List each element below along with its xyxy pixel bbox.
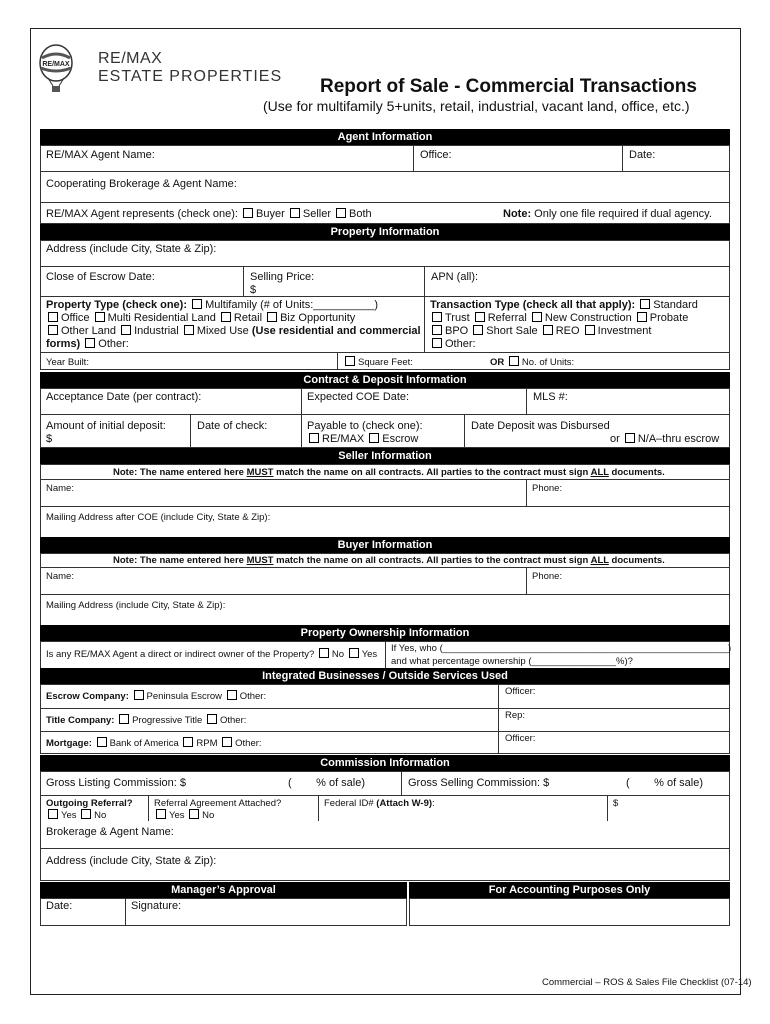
escrow-company-row: Escrow Company: Peninsula Escrow Other:: [46, 691, 267, 702]
seller-label: Seller: [302, 208, 331, 220]
industrial-checkbox[interactable]: [121, 325, 131, 335]
initial-deposit-field[interactable]: Amount of initial deposit: $: [46, 420, 166, 445]
multi-res-land-checkbox[interactable]: [95, 312, 105, 322]
na-escrow-checkbox[interactable]: [625, 433, 635, 443]
both-checkbox[interactable]: [336, 208, 346, 218]
mls-field[interactable]: MLS #:: [533, 391, 568, 403]
transaction-type-group: Transaction Type (check all that apply): Standard Trust Referral New Construction Probate BPO Short Sale REO Investment Other:: [430, 299, 698, 350]
biz-opp-checkbox[interactable]: [267, 312, 277, 322]
federal-id-field[interactable]: Federal ID# (Attach W-9):: [324, 798, 435, 809]
buyer-name-field[interactable]: Name:: [46, 571, 74, 582]
page-subtitle: (Use for multifamily 5+units, retail, industrial, vacant land, office, etc.): [263, 98, 690, 114]
seller-checkbox[interactable]: [290, 208, 300, 218]
mortgage-row: Mortgage: Bank of America RPM Other:: [46, 738, 262, 749]
outgoing-yes-checkbox[interactable]: [48, 809, 58, 819]
agent-name-field[interactable]: RE/MAX Agent Name:: [46, 149, 155, 161]
short-sale-checkbox[interactable]: [473, 325, 483, 335]
buyer-phone-field[interactable]: Phone:: [532, 571, 563, 582]
form-footer: Commercial – ROS & Sales File Checklist (07-14): [542, 977, 752, 988]
page-title: Report of Sale - Commercial Transactions: [320, 76, 697, 97]
agent-date-field[interactable]: Date:: [629, 149, 656, 161]
acceptance-date-field[interactable]: Acceptance Date (per contract):: [46, 391, 202, 403]
agreement-no-checkbox[interactable]: [189, 809, 199, 819]
referral-brokerage-field[interactable]: Brokerage & Agent Name:: [46, 826, 174, 838]
ownership-yes-checkbox[interactable]: [349, 648, 359, 658]
bpo-checkbox[interactable]: [432, 325, 442, 335]
mortgage-other-checkbox[interactable]: [222, 737, 232, 747]
escrow-other-checkbox[interactable]: [227, 690, 237, 700]
logo-line1: RE/MAX: [98, 50, 163, 67]
other-land-checkbox[interactable]: [48, 325, 58, 335]
seller-name-field[interactable]: Name:: [46, 483, 74, 494]
office-field[interactable]: Office:: [420, 149, 452, 161]
date-of-check-field[interactable]: Date of check:: [197, 420, 268, 432]
commission-header: Commission Information: [40, 755, 730, 771]
units-checkbox[interactable]: [509, 356, 519, 366]
multifamily-checkbox[interactable]: [192, 299, 202, 309]
seller-mailing-field[interactable]: Mailing Address after COE (include City, State & Zip):: [46, 512, 271, 523]
referral-address-field[interactable]: Address (include City, State & Zip):: [46, 855, 217, 867]
manager-approval-header: Manager’s Approval: [40, 882, 407, 898]
office-checkbox[interactable]: [48, 312, 58, 322]
progressive-title-checkbox[interactable]: [119, 714, 129, 724]
buyer-name-note: Note: The name entered here MUST match the name on all contracts. All parties to the contract must sign ALL documents.: [113, 555, 665, 566]
square-feet-checkbox[interactable]: [345, 356, 355, 366]
probate-checkbox[interactable]: [637, 312, 647, 322]
referral-amount-field[interactable]: $: [613, 798, 619, 809]
contract-info-header: Contract & Deposit Information: [40, 372, 730, 388]
title-rep-field[interactable]: Rep:: [505, 710, 526, 721]
buyer-mailing-field[interactable]: Mailing Address (include City, State & Zip):: [46, 600, 226, 611]
trust-checkbox[interactable]: [432, 312, 442, 322]
gross-selling-field[interactable]: Gross Selling Commission: $: [408, 777, 550, 789]
title-other-checkbox[interactable]: [207, 714, 217, 724]
units-field[interactable]: OR No. of Units:: [490, 357, 575, 368]
payable-remax-checkbox[interactable]: [309, 433, 319, 443]
integrated-header: Integrated Businesses / Outside Services Used: [40, 668, 730, 684]
selling-pct-field[interactable]: ( % of sale): [626, 777, 704, 789]
close-escrow-field[interactable]: Close of Escrow Date:: [46, 271, 155, 283]
buyer-info-header: Buyer Information: [40, 537, 730, 553]
year-built-field[interactable]: Year Built:: [46, 357, 89, 368]
manager-approval-box: [40, 898, 407, 926]
expected-coe-field[interactable]: Expected COE Date:: [307, 391, 410, 403]
standard-checkbox[interactable]: [640, 299, 650, 309]
referral-agreement-group: Referral Agreement Attached? Yes No: [154, 798, 282, 821]
bank-of-america-checkbox[interactable]: [97, 737, 107, 747]
manager-date-field[interactable]: Date:: [46, 900, 73, 912]
rpm-checkbox[interactable]: [183, 737, 193, 747]
seller-info-header: Seller Information: [40, 448, 730, 464]
agent-represents-row: [46, 208, 372, 221]
title-company-row: Title Company: Progressive Title Other:: [46, 715, 247, 726]
accounting-header: For Accounting Purposes Only: [409, 882, 730, 898]
buyer-label: Buyer: [256, 208, 285, 220]
seller-name-note: Note: The name entered here MUST match the name on all contracts. All parties to the contract must sign ALL documents.: [113, 467, 665, 478]
new-construction-checkbox[interactable]: [532, 312, 542, 322]
apn-field[interactable]: APN (all):: [431, 271, 479, 283]
mixed-use-checkbox[interactable]: [184, 325, 194, 335]
investment-checkbox[interactable]: [585, 325, 595, 335]
dual-agency-note: Note: Only one file required if dual agency.: [503, 208, 712, 220]
na-escrow-option: or N/A–thru escrow: [610, 433, 720, 445]
agent-info-header: Agent Information: [40, 129, 730, 145]
trans-other-checkbox[interactable]: [432, 338, 442, 348]
listing-pct-field[interactable]: ( % of sale): [288, 777, 366, 789]
property-other-checkbox[interactable]: [85, 338, 95, 348]
agreement-yes-checkbox[interactable]: [156, 809, 166, 819]
mortgage-officer-field[interactable]: Officer:: [505, 733, 536, 744]
seller-phone-field[interactable]: Phone:: [532, 483, 563, 494]
accounting-box: [409, 898, 730, 926]
ownership-no-checkbox[interactable]: [319, 648, 329, 658]
cooperating-brokerage-field[interactable]: Cooperating Brokerage & Agent Name:: [46, 178, 237, 190]
property-address-field[interactable]: Address (include City, State & Zip):: [46, 243, 217, 255]
payable-escrow-checkbox[interactable]: [369, 433, 379, 443]
selling-price-field[interactable]: Selling Price: $: [250, 271, 315, 296]
ownership-info-header: Property Ownership Information: [40, 625, 730, 641]
balloon-text: RE/MAX: [42, 61, 70, 68]
owner-percentage-field[interactable]: and what percentage ownership (________________%)?: [391, 656, 633, 667]
escrow-officer-field[interactable]: Officer:: [505, 686, 536, 697]
both-label: Both: [349, 208, 372, 220]
gross-listing-field[interactable]: Gross Listing Commission: $: [46, 777, 186, 789]
square-feet-field[interactable]: Square Feet:: [343, 356, 413, 368]
logo-line2: ESTATE PROPERTIES: [98, 68, 283, 85]
retail-checkbox[interactable]: [221, 312, 231, 322]
ownership-question: Is any RE/MAX Agent a direct or indirect owner of the Property? No Yes: [46, 649, 378, 660]
peninsula-escrow-checkbox[interactable]: [134, 690, 144, 700]
represents-label: RE/MAX Agent represents (check one):: [46, 208, 238, 220]
buyer-checkbox[interactable]: [243, 208, 253, 218]
property-type-group: Property Type (check one): Multifamily (# of Units:__________) Office Multi Residential Land Retail Biz Opportunity Other Land Industrial Mixed Use (Use residential and commercial forms) Other:: [46, 299, 421, 350]
referral-checkbox[interactable]: [475, 312, 485, 322]
payable-to-group: Payable to (check one): RE/MAX Escrow: [307, 420, 423, 445]
manager-signature-field[interactable]: Signature:: [131, 900, 182, 912]
outgoing-referral-group: Outgoing Referral? Yes No: [46, 798, 133, 821]
owner-who-field[interactable]: If Yes, who (______________________________________________________): [391, 643, 732, 654]
property-info-header: Property Information: [40, 224, 730, 240]
remax-balloon-logo: [38, 44, 74, 96]
outgoing-no-checkbox[interactable]: [81, 809, 91, 819]
reo-checkbox[interactable]: [543, 325, 553, 335]
date-disbursed-field[interactable]: Date Deposit was Disbursed: [471, 420, 610, 432]
